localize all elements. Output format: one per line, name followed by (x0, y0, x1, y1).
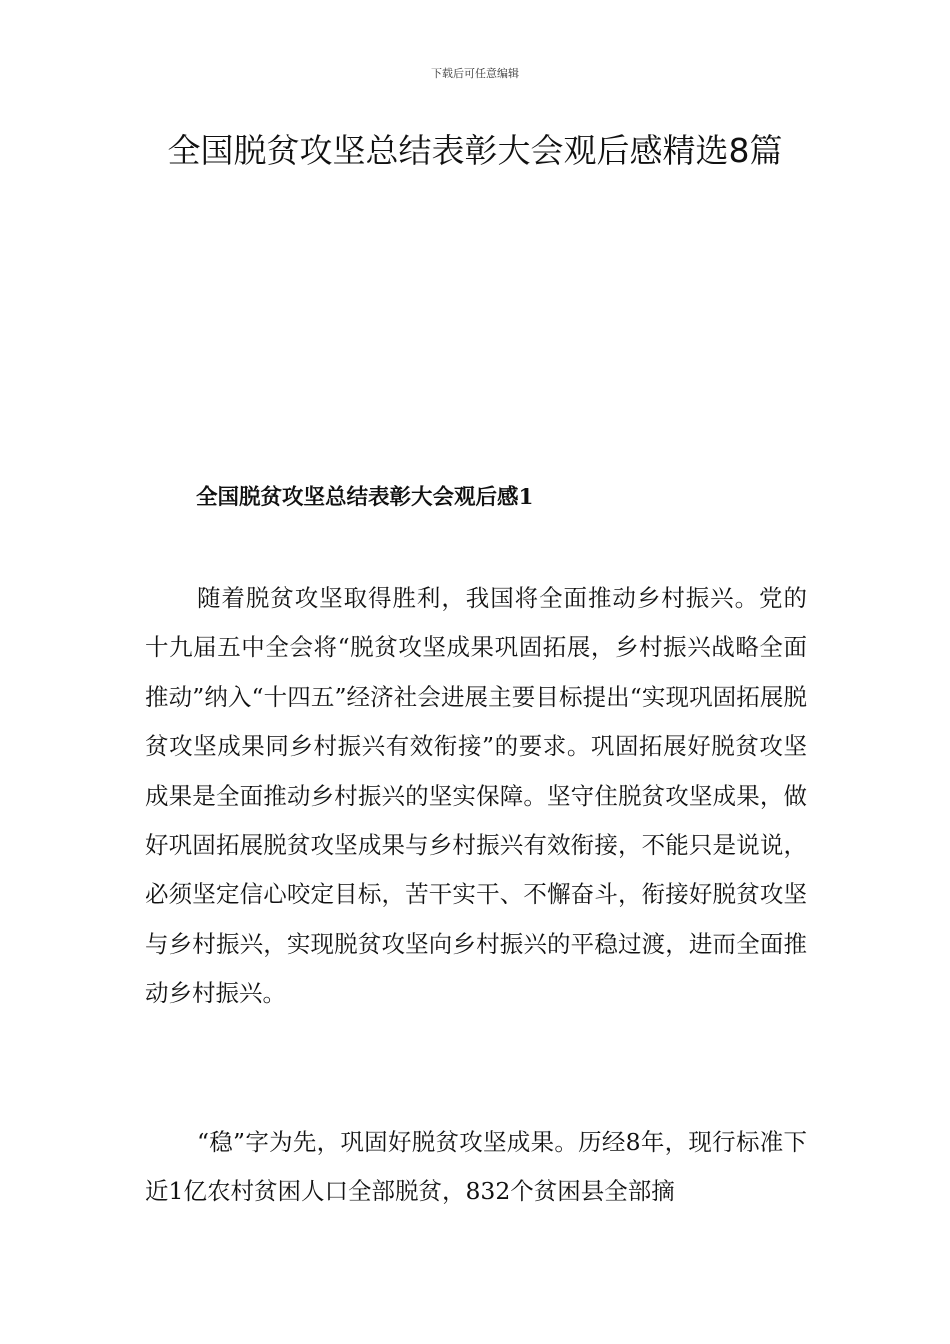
body-paragraph: “稳”字为先，巩固好脱贫攻坚成果。历经8年，现行标准下近1亿农村贫困人口全部脱贫，832个贫困县全部摘 (145, 1128, 807, 1206)
body-paragraph: 随着脱贫攻坚取得胜利，我国将全面推动乡村振兴。党的十九届五中全会将“脱贫攻坚成果巩固拓展，乡村振兴战略全面推动”纳入“十四五”经济社会进展主要目标提出“实现巩固拓展脱贫攻坚成果同乡村振兴有效衔接”的要求。巩固拓展好脱贫攻坚成果是全面推动乡村振兴的坚实保障。坚守住脱贫攻坚成果，做好巩固拓展脱贫攻坚成果与乡村振兴有效衔接，不能只是说说，必须坚定信心咬定目标，苦干实干、不懈奋斗，衔接好脱贫攻坚与乡村振兴，实现脱贫攻坚向乡村振兴的平稳过渡，进而全面推动乡村振兴。 (145, 584, 807, 1008)
document-title: 全国脱贫攻坚总结表彰大会观后感精选8篇 (167, 131, 783, 170)
header-note: 下载后可任意编辑 (431, 67, 519, 80)
section-heading: 全国脱贫攻坚总结表彰大会观后感1 (196, 485, 534, 510)
